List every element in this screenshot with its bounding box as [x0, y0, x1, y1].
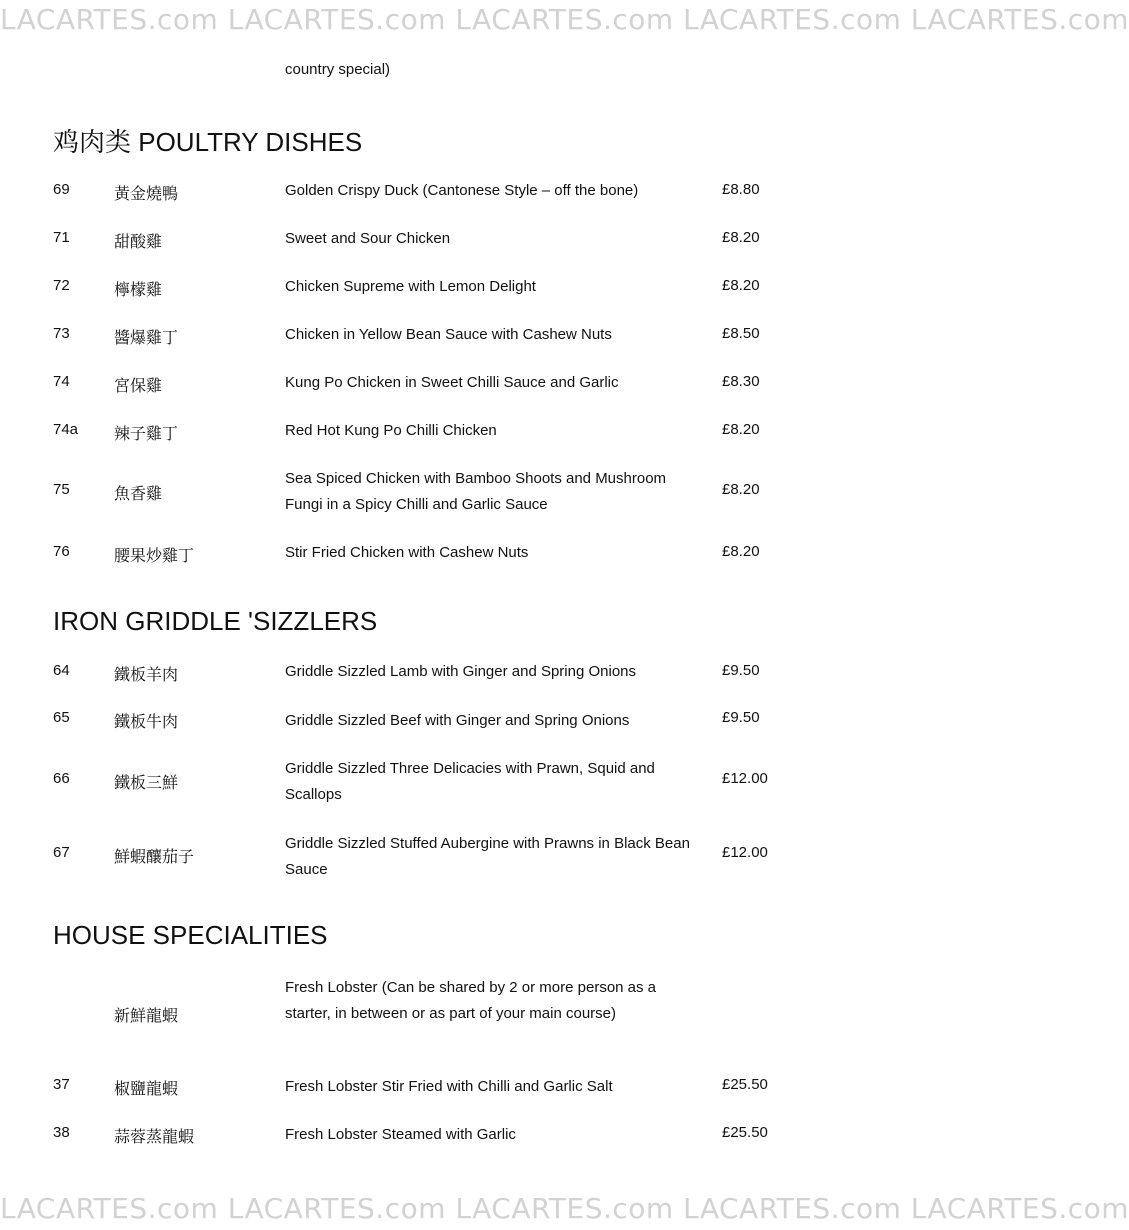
section-title-poultry: 鸡肉类 POULTRY DISHES [53, 127, 363, 157]
item-number: 73 [53, 325, 70, 342]
item-price: £8.80 [722, 181, 760, 198]
section-title-house: HOUSE SPECIALITIES [53, 920, 328, 950]
item-number: 65 [53, 709, 70, 726]
item-number: 38 [53, 1124, 70, 1141]
item-chinese-name: 鐵板三鮮 [114, 773, 179, 792]
watermark-top: LACARTES.com LACARTES.com LACARTES.com LACARTES.com LACARTES.com [0, 3, 1129, 36]
item-price: £8.20 [722, 543, 760, 560]
item-price: £12.00 [722, 770, 768, 787]
watermark-bottom: LACARTES.com LACARTES.com LACARTES.com LACARTES.com LACARTES.com [0, 1192, 1129, 1225]
item-number: 76 [53, 543, 70, 560]
item-chinese-name: 辣子雞丁 [114, 424, 179, 443]
item-description: Chicken in Yellow Bean Sauce with Cashew Nuts [285, 326, 612, 343]
item-number: 66 [53, 770, 70, 787]
item-description: Fresh Lobster Steamed with Garlic [285, 1126, 516, 1143]
item-chinese-name: 甜酸雞 [114, 232, 163, 251]
item-number: 75 [53, 481, 70, 498]
item-description: Chicken Supreme with Lemon Delight [285, 278, 536, 295]
item-price: £25.50 [722, 1124, 768, 1141]
item-chinese-name: 鐵板牛肉 [114, 712, 179, 731]
item-price: £8.20 [722, 229, 760, 246]
continuation-text: country special) [285, 61, 391, 78]
item-number: 64 [53, 662, 70, 679]
item-description: Griddle Sizzled Lamb with Ginger and Spring Onions [285, 663, 637, 680]
item-price: £12.00 [722, 844, 768, 861]
item-description: Sea Spiced Chicken with Bamboo Shoots and Mushroom Fungi in a Spicy Chilli and Garlic Sauce [285, 470, 667, 513]
item-description: Griddle Sizzled Stuffed Aubergine with Prawns in Black Bean Sauce [285, 835, 690, 878]
item-chinese-name: 蒜蓉蒸龍蝦 [114, 1127, 195, 1146]
item-chinese-name: 鮮蝦釀茄子 [114, 847, 195, 866]
item-chinese-name: 椒鹽龍蝦 [114, 1079, 179, 1098]
item-description: Fresh Lobster (Can be shared by 2 or more person as a starter, in between or as part of your main course) [285, 979, 657, 1022]
item-chinese-name: 醬爆雞丁 [114, 328, 179, 347]
item-price: £9.50 [722, 662, 760, 679]
item-description: Stir Fried Chicken with Cashew Nuts [285, 544, 529, 561]
item-description: Kung Po Chicken in Sweet Chilli Sauce and Garlic [285, 374, 619, 391]
item-price: £8.20 [722, 277, 760, 294]
item-price: £9.50 [722, 709, 760, 726]
item-chinese-name: 黃金燒鴨 [114, 184, 179, 203]
item-number: 71 [53, 229, 70, 246]
item-description: Griddle Sizzled Beef with Ginger and Spring Onions [285, 712, 630, 729]
item-chinese-name: 新鮮龍蝦 [114, 1006, 179, 1025]
item-number: 74a [53, 421, 79, 438]
item-price: £8.20 [722, 481, 760, 498]
item-number: 69 [53, 181, 70, 198]
item-chinese-name: 魚香雞 [114, 484, 163, 503]
section-title-sizzlers: IRON GRIDDLE 'SIZZLERS [53, 606, 378, 636]
item-chinese-name: 檸檬雞 [114, 280, 163, 299]
item-description: Golden Crispy Duck (Cantonese Style – off the bone) [285, 182, 639, 199]
item-chinese-name: 鐵板羊肉 [114, 665, 179, 684]
item-number: 72 [53, 277, 70, 294]
item-price: £8.50 [722, 325, 760, 342]
item-price: £8.30 [722, 373, 760, 390]
item-number: 67 [53, 844, 70, 861]
item-number: 74 [53, 373, 70, 390]
item-description: Griddle Sizzled Three Delicacies with Prawn, Squid and Scallops [285, 760, 655, 803]
item-chinese-name: 腰果炒雞丁 [114, 546, 195, 565]
item-price: £8.20 [722, 421, 760, 438]
item-price: £25.50 [722, 1076, 768, 1093]
item-description: Red Hot Kung Po Chilli Chicken [285, 422, 497, 439]
item-chinese-name: 宮保雞 [114, 376, 163, 395]
item-description: Fresh Lobster Stir Fried with Chilli and Garlic Salt [285, 1078, 613, 1095]
item-description: Sweet and Sour Chicken [285, 230, 451, 247]
item-number: 37 [53, 1076, 70, 1093]
